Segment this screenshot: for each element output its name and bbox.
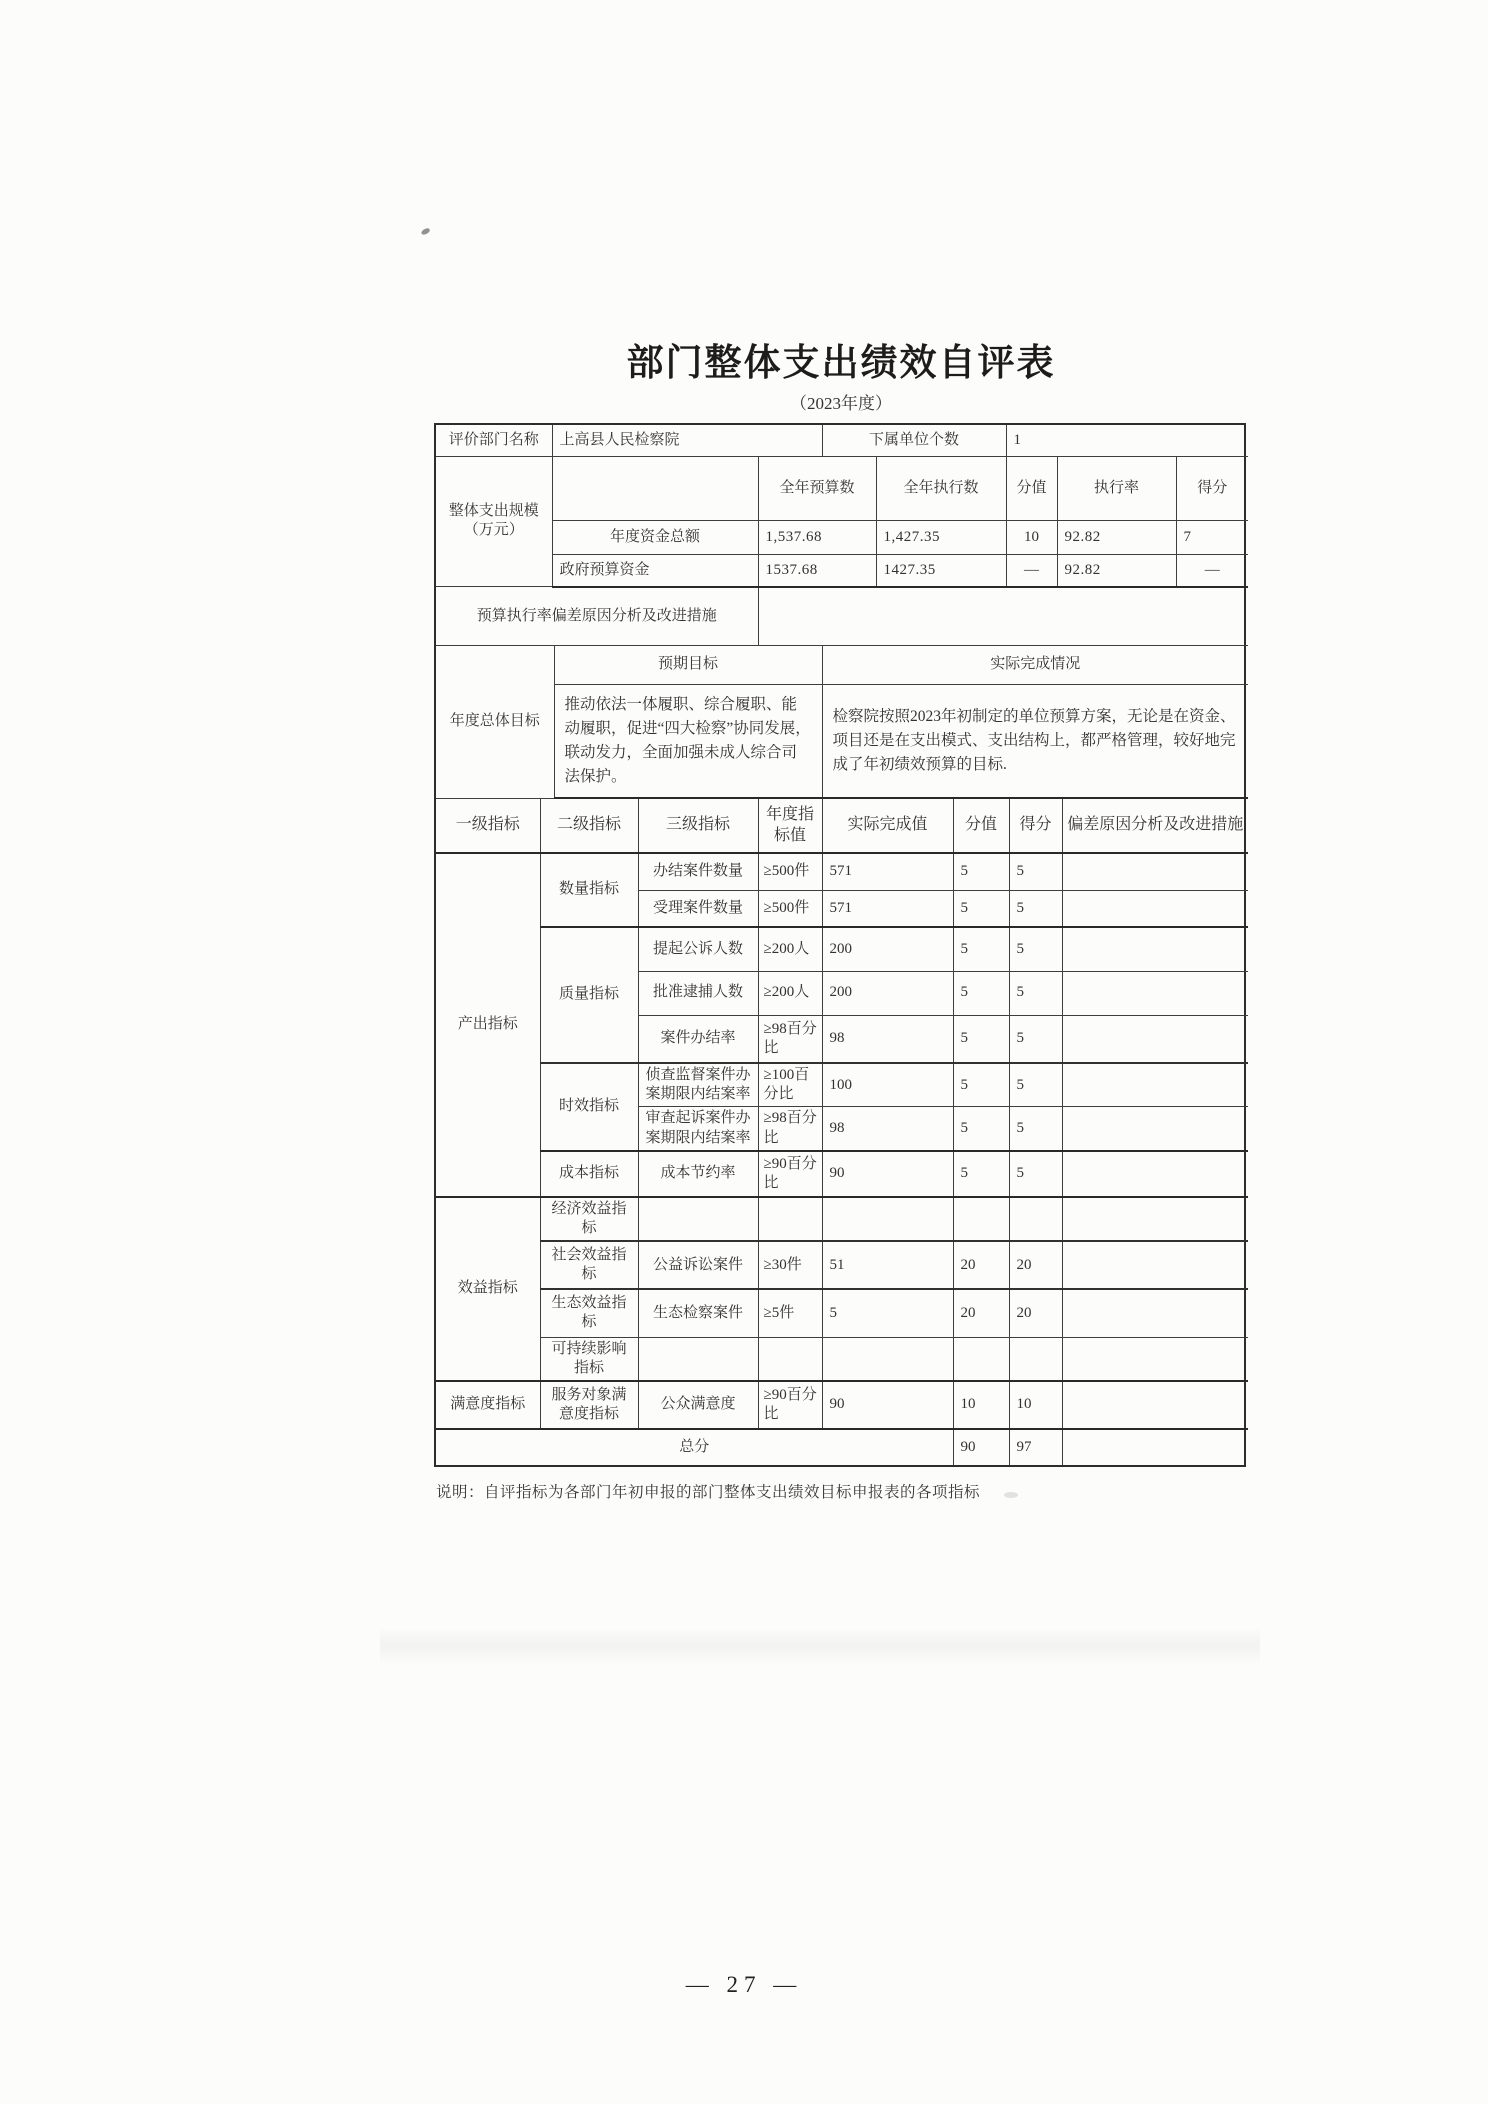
indicator-target: ≥98百分比 [758, 1107, 822, 1151]
sub-units-value: 1 [1006, 425, 1248, 456]
indicator-actual: 5 [822, 1289, 953, 1337]
total-score-label: 总分 [436, 1429, 953, 1465]
annual-goal-label: 年度总体目标 [436, 646, 554, 798]
indicator-score: 10 [1009, 1381, 1062, 1429]
level1-satisfaction: 满意度指标 [436, 1381, 540, 1429]
indicator-target: ≥200人 [758, 927, 822, 971]
indicator-weight: 5 [953, 971, 1009, 1015]
level2-cost: 成本指标 [540, 1151, 638, 1197]
indicator-actual: 98 [822, 1107, 953, 1151]
level2-service-satisfaction: 服务对象满意度指标 [540, 1381, 638, 1429]
indicator-score: 5 [1009, 971, 1062, 1015]
indicator-score: 20 [1009, 1289, 1062, 1337]
indicator-actual: 200 [822, 927, 953, 971]
annual-funds-score: 7 [1176, 521, 1248, 555]
indicator-target: ≥200人 [758, 971, 822, 1015]
header-deviation: 偏差原因分析及改进措施 [1062, 799, 1248, 853]
indicator-name: 办结案件数量 [638, 853, 758, 890]
indicator-deviation [1062, 890, 1248, 927]
annual-funds-weight: 10 [1006, 521, 1057, 555]
indicator-name: 公益诉讼案件 [638, 1241, 758, 1289]
col-rate-header: 执行率 [1057, 457, 1176, 521]
gov-budget-score: — [1176, 555, 1248, 587]
total-weight: 90 [953, 1429, 1009, 1465]
indicator-score: 5 [1009, 927, 1062, 971]
total-score: 97 [1009, 1429, 1062, 1465]
page-subtitle: （2023年度） [790, 394, 892, 413]
indicator-weight: 5 [953, 853, 1009, 890]
level2-social: 社会效益指标 [540, 1241, 638, 1289]
indicator-actual [822, 1197, 953, 1241]
sub-units-label: 下属单位个数 [822, 425, 1006, 456]
indicator-actual: 200 [822, 971, 953, 1015]
indicator-score: 5 [1009, 1151, 1062, 1197]
indicator-deviation [1062, 853, 1248, 890]
expenditure-table [436, 457, 1248, 588]
indicator-target: ≥30件 [758, 1241, 822, 1289]
header-level1: 一级指标 [436, 799, 540, 853]
indicator-name [638, 1197, 758, 1241]
header-target: 年度指标值 [758, 799, 822, 853]
level1-benefit: 效益指标 [436, 1197, 540, 1381]
level2-quality: 质量指标 [540, 927, 638, 1063]
indicator-deviation [1062, 971, 1248, 1015]
indicator-score: 5 [1009, 1063, 1062, 1107]
annual-funds-executed: 1,427.35 [876, 521, 1006, 555]
indicator-name [638, 1337, 758, 1381]
indicator-weight [953, 1337, 1009, 1381]
indicator-deviation [1062, 1381, 1248, 1429]
indicator-target: ≥90百分比 [758, 1151, 822, 1197]
indicator-weight: 5 [953, 1015, 1009, 1063]
annual-goal-table [436, 646, 1248, 799]
indicator-weight: 5 [953, 1063, 1009, 1107]
annual-funds-budget: 1,537.68 [758, 521, 876, 555]
indicator-actual: 90 [822, 1151, 953, 1197]
indicator-actual [822, 1337, 953, 1381]
total-deviation [1062, 1429, 1248, 1465]
scan-streak [380, 1628, 1260, 1666]
expected-goal-header: 预期目标 [554, 646, 822, 684]
indicator-score: 5 [1009, 853, 1062, 890]
level2-ecological: 生态效益指标 [540, 1289, 638, 1337]
row-annual-funds-label: 年度资金总额 [552, 521, 758, 555]
indicator-deviation [1062, 1015, 1248, 1063]
indicator-score: 5 [1009, 890, 1062, 927]
dept-name-label: 评价部门名称 [436, 425, 552, 456]
page-number: — 27 — [685, 1972, 803, 1997]
indicator-target [758, 1197, 822, 1241]
indicator-actual: 571 [822, 853, 953, 890]
indicator-name: 公众满意度 [638, 1381, 758, 1429]
indicator-weight: 5 [953, 1107, 1009, 1151]
indicator-weight: 5 [953, 1151, 1009, 1197]
indicator-name: 案件办结率 [638, 1015, 758, 1063]
col-weight-header: 分值 [1006, 457, 1057, 521]
cell-empty [552, 457, 758, 521]
indicator-name: 生态检察案件 [638, 1289, 758, 1337]
indicators-table [436, 799, 1248, 1465]
header-actual: 实际完成值 [822, 799, 953, 853]
indicator-deviation [1062, 1197, 1248, 1241]
header-weight: 分值 [953, 799, 1009, 853]
actual-result-header: 实际完成情况 [822, 646, 1248, 684]
indicator-weight: 20 [953, 1241, 1009, 1289]
expected-goal-text: 推动依法一体履职、综合履职、能动履职，促进“四大检察”协同发展，联动发力，全面加强未成人综合司法保护。 [554, 684, 822, 798]
page-title: 部门整体支出绩效自评表 [626, 342, 1056, 383]
indicator-target: ≥90百分比 [758, 1381, 822, 1429]
gov-budget-weight: — [1006, 555, 1057, 587]
level1-output: 产出指标 [436, 853, 540, 1197]
level2-timeliness: 时效指标 [540, 1063, 638, 1151]
level2-sustainable: 可持续影响指标 [540, 1337, 638, 1381]
indicator-weight [953, 1197, 1009, 1241]
indicator-score [1009, 1197, 1062, 1241]
indicator-actual: 90 [822, 1381, 953, 1429]
actual-result-text: 检察院按照2023年初制定的单位预算方案，无论是在资金、项目还是在支出模式、支出结构上，都严格管理，较好地完成了年初绩效预算的目标. [822, 684, 1248, 798]
indicator-target: ≥98百分比 [758, 1015, 822, 1063]
header-score: 得分 [1009, 799, 1062, 853]
indicator-weight: 5 [953, 927, 1009, 971]
indicator-name: 批准逮捕人数 [638, 971, 758, 1015]
header-level3: 三级指标 [638, 799, 758, 853]
indicator-name: 审查起诉案件办案期限内结案率 [638, 1107, 758, 1151]
indicator-deviation [1062, 927, 1248, 971]
annual-funds-rate: 92.82 [1057, 521, 1176, 555]
indicator-target: ≥500件 [758, 853, 822, 890]
indicator-deviation [1062, 1063, 1248, 1107]
indicator-score: 5 [1009, 1015, 1062, 1063]
deviation-value [758, 588, 1248, 646]
gov-budget-executed: 1427.35 [876, 555, 1006, 587]
indicator-actual: 100 [822, 1063, 953, 1107]
scan-speck-icon [420, 227, 430, 235]
indicator-target: ≥500件 [758, 890, 822, 927]
indicator-deviation [1062, 1337, 1248, 1381]
evaluation-form [434, 423, 1246, 1467]
indicator-deviation [1062, 1107, 1248, 1151]
gov-budget-rate: 92.82 [1057, 555, 1176, 587]
indicator-actual: 571 [822, 890, 953, 927]
indicator-weight: 10 [953, 1381, 1009, 1429]
indicator-weight: 5 [953, 890, 1009, 927]
indicator-actual: 51 [822, 1241, 953, 1289]
indicator-deviation [1062, 1289, 1248, 1337]
indicator-deviation [1062, 1241, 1248, 1289]
dept-name-value: 上高县人民检察院 [552, 425, 822, 456]
info-table [436, 425, 1248, 457]
col-score-header: 得分 [1176, 457, 1248, 521]
indicator-deviation [1062, 1151, 1248, 1197]
col-budget-header: 全年预算数 [758, 457, 876, 521]
document-content [434, 340, 1248, 1502]
indicator-actual: 98 [822, 1015, 953, 1063]
indicator-target: ≥5件 [758, 1289, 822, 1337]
footnote: 说明：自评指标为各部门年初申报的部门整体支出绩效目标申报表的各项指标 [436, 1484, 981, 1501]
indicator-target [758, 1337, 822, 1381]
indicator-score: 20 [1009, 1241, 1062, 1289]
indicator-target: ≥100百分比 [758, 1063, 822, 1107]
level2-economic: 经济效益指标 [540, 1197, 638, 1241]
expenditure-scale-label: 整体支出规模（万元） [436, 457, 552, 587]
indicator-weight: 20 [953, 1289, 1009, 1337]
indicator-name: 成本节约率 [638, 1151, 758, 1197]
row-gov-budget-label: 政府预算资金 [552, 555, 758, 587]
deviation-label: 预算执行率偏差原因分析及改进措施 [436, 588, 758, 646]
deviation-table [436, 588, 1248, 647]
indicator-score: 5 [1009, 1107, 1062, 1151]
col-executed-header: 全年执行数 [876, 457, 1006, 521]
indicator-name: 受理案件数量 [638, 890, 758, 927]
level2-quantity: 数量指标 [540, 853, 638, 927]
header-level2: 二级指标 [540, 799, 638, 853]
indicator-name: 提起公诉人数 [638, 927, 758, 971]
indicator-score [1009, 1337, 1062, 1381]
indicator-name: 侦查监督案件办案期限内结案率 [638, 1063, 758, 1107]
gov-budget-budget: 1537.68 [758, 555, 876, 587]
